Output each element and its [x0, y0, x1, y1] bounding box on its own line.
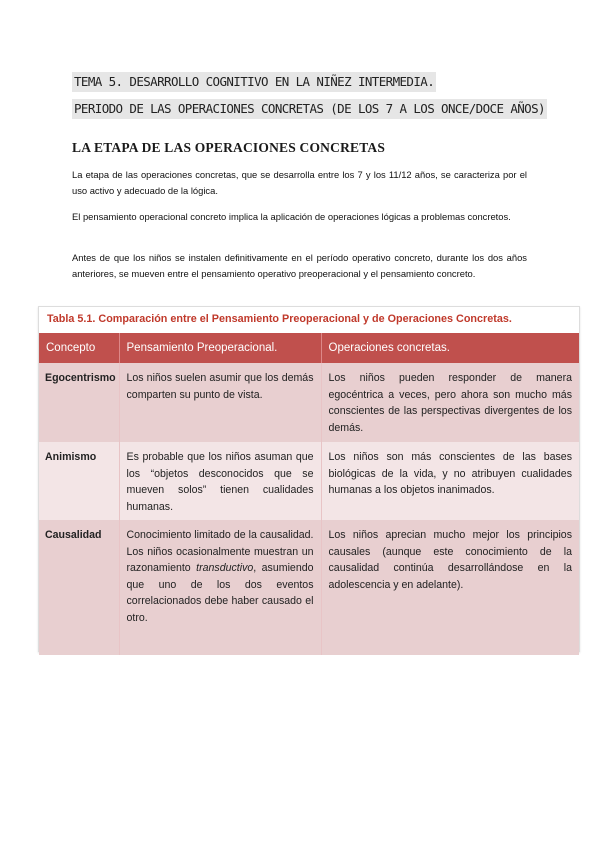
header-concepto: Concepto	[39, 333, 119, 363]
paragraph-2: El pensamiento operacional concreto implica la aplicación de operaciones lógicas a problemas concretos.	[72, 211, 511, 222]
header-concretas: Operaciones concretas.	[321, 333, 579, 363]
preoperational-cell: Los niños suelen asumir que los demás comparten su punto de vista.	[119, 363, 321, 442]
preoperational-text-b: , asumiendo que uno de los dos eventos correlacionados debe haber causado el otro.	[126, 562, 314, 624]
paragraph-1: La etapa de las operaciones concretas, que se desarrolla entre los 7 y los 11/12 años, se caracteriza por el uso activo y adecuado de la lógica.	[72, 169, 527, 196]
concept-cell: Causalidad	[39, 520, 119, 655]
preoperational-cell	[119, 520, 321, 655]
header-preoperacional: Pensamiento Preoperacional.	[119, 333, 321, 363]
paragraph-3: Antes de que los niños se instalen definitivamente en el período operativo concreto, durante los dos años anteriores, se mueven entre el pensamiento operativo preoperacional y el pensamiento concreto.	[72, 252, 527, 279]
transductivo-term: transductivo	[196, 562, 254, 574]
concrete-cell: Los niños aprecian mucho mejor los principios causales (aunque este conocimiento de la causalidad continúa desarrollándose en la adolescencia y en adelante).	[321, 520, 579, 655]
concrete-cell: Los niños son más conscientes de las bases biológicas de la vida, y no atribuyen cualidades humanas a los objetos inanimados.	[321, 442, 579, 520]
table-row-egocentrismo	[39, 363, 579, 442]
preoperational-cell: Es probable que los niños asuman que los “objetos desconocidos que se mueven solos” tienen cualidades humanas.	[119, 442, 321, 520]
table-header-row	[39, 333, 579, 363]
section-title: LA ETAPA DE LAS OPERACIONES CONCRETAS	[72, 140, 386, 155]
concept-cell: Animismo	[39, 442, 119, 520]
comparison-table-figure	[38, 306, 580, 652]
concrete-cell: Los niños pueden responder de manera egocéntrica a veces, pero ahora son mucho más conscientes de las perspectivas divergentes de los demás.	[321, 363, 579, 442]
concept-cell: Egocentrismo	[39, 363, 119, 442]
document-title-line-1: TEMA 5. DESARROLLO COGNITIVO EN LA NIÑEZ INTERMEDIA.	[72, 72, 436, 92]
preoperational-text-a: Conocimiento limitado de la causalidad. Los niños ocasionalmente muestran un razonamiento	[126, 529, 314, 574]
table-row-animismo	[39, 442, 579, 520]
table-caption: Tabla 5.1. Comparación entre el Pensamiento Preoperacional y de Operaciones Concretas.	[47, 313, 512, 325]
document-title-line-2: PERIODO DE LAS OPERACIONES CONCRETAS (DE LOS 7 A LOS ONCE/DOCE AÑOS)	[72, 99, 547, 119]
table-row-causalidad	[39, 520, 579, 655]
comparison-table	[39, 333, 579, 655]
